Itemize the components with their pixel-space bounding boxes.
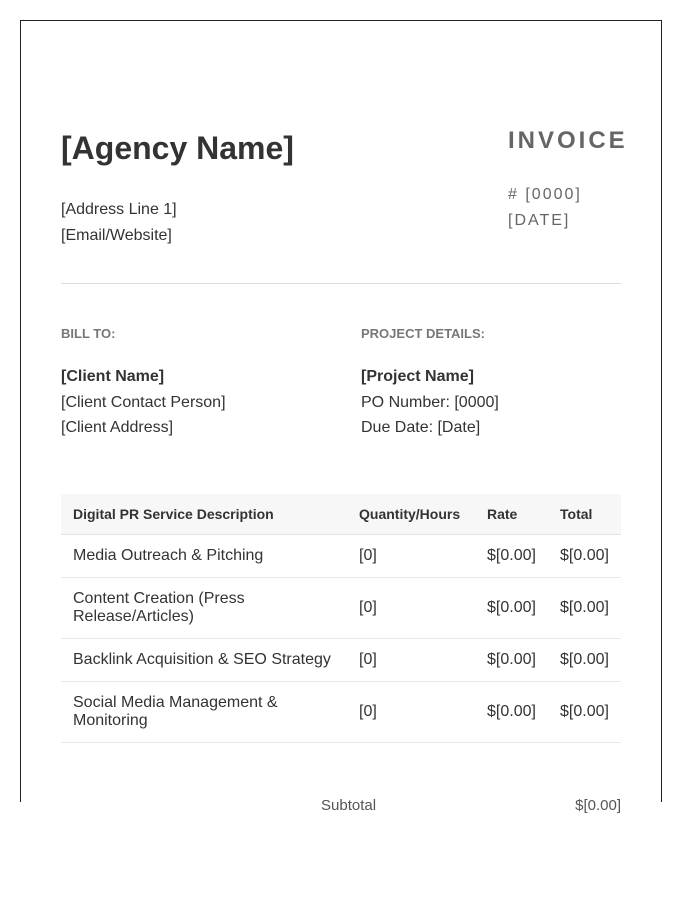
agency-name: [Agency Name] xyxy=(61,130,294,166)
column-header-total: Total xyxy=(560,506,593,522)
invoice-title: INVOICE xyxy=(508,127,628,154)
column-header-rate: Rate xyxy=(487,506,518,522)
column-header-description: Digital PR Service Description xyxy=(73,506,274,522)
service-rate: $[0.00] xyxy=(487,703,536,720)
service-rate: $[0.00] xyxy=(487,599,536,616)
services-table xyxy=(61,494,621,743)
due-date: Due Date: [Date] xyxy=(361,419,481,436)
agency-details xyxy=(61,197,177,249)
column-header-quantity: Quantity/Hours xyxy=(359,506,461,522)
invoice-meta xyxy=(508,182,643,234)
service-total: $[0.00] xyxy=(560,547,609,564)
service-description: Content Creation (Press Release/Articles) xyxy=(73,590,245,625)
service-quantity: [0] xyxy=(359,703,377,720)
header-divider xyxy=(61,283,621,284)
table-row xyxy=(61,578,621,639)
service-description: Backlink Acquisition & SEO Strategy xyxy=(73,651,331,668)
po-number: PO Number: [0000] xyxy=(361,393,499,411)
service-quantity: [0] xyxy=(359,651,377,668)
invoice-page xyxy=(20,20,662,814)
service-description: Media Outreach & Pitching xyxy=(73,547,264,564)
service-quantity: [0] xyxy=(359,547,377,564)
agency-address: [Address Line 1] xyxy=(61,201,177,218)
client-name: [Client Name] xyxy=(61,368,165,385)
subtotal-label: Subtotal xyxy=(321,797,377,814)
invoice-number: # [0000] xyxy=(508,186,582,203)
bill-to-details xyxy=(61,364,341,441)
service-quantity: [0] xyxy=(359,599,377,616)
service-description: Social Media Management & Monitoring xyxy=(73,694,278,729)
service-total: $[0.00] xyxy=(560,651,609,668)
table-row xyxy=(61,682,621,743)
service-total: $[0.00] xyxy=(560,599,609,616)
invoice-date: [DATE] xyxy=(508,212,571,229)
project-details-label: PROJECT DETAILS: xyxy=(361,326,485,341)
client-address: [Client Address] xyxy=(61,419,174,436)
bill-to-label: BILL TO: xyxy=(61,326,116,341)
table-header-row xyxy=(61,494,621,535)
project-name: [Project Name] xyxy=(361,368,474,385)
project-details xyxy=(361,364,621,441)
project-details-section xyxy=(361,326,621,441)
client-contact-person: [Client Contact Person] xyxy=(61,393,226,411)
invoice-header xyxy=(508,126,643,234)
bill-to-section xyxy=(61,326,341,441)
service-rate: $[0.00] xyxy=(487,651,536,668)
agency-contact: [Email/Website] xyxy=(61,227,172,244)
subtotal-value: $[0.00] xyxy=(575,797,621,814)
table-row xyxy=(61,639,621,682)
table-row xyxy=(61,535,621,578)
service-rate: $[0.00] xyxy=(487,547,536,564)
service-total: $[0.00] xyxy=(560,703,609,720)
